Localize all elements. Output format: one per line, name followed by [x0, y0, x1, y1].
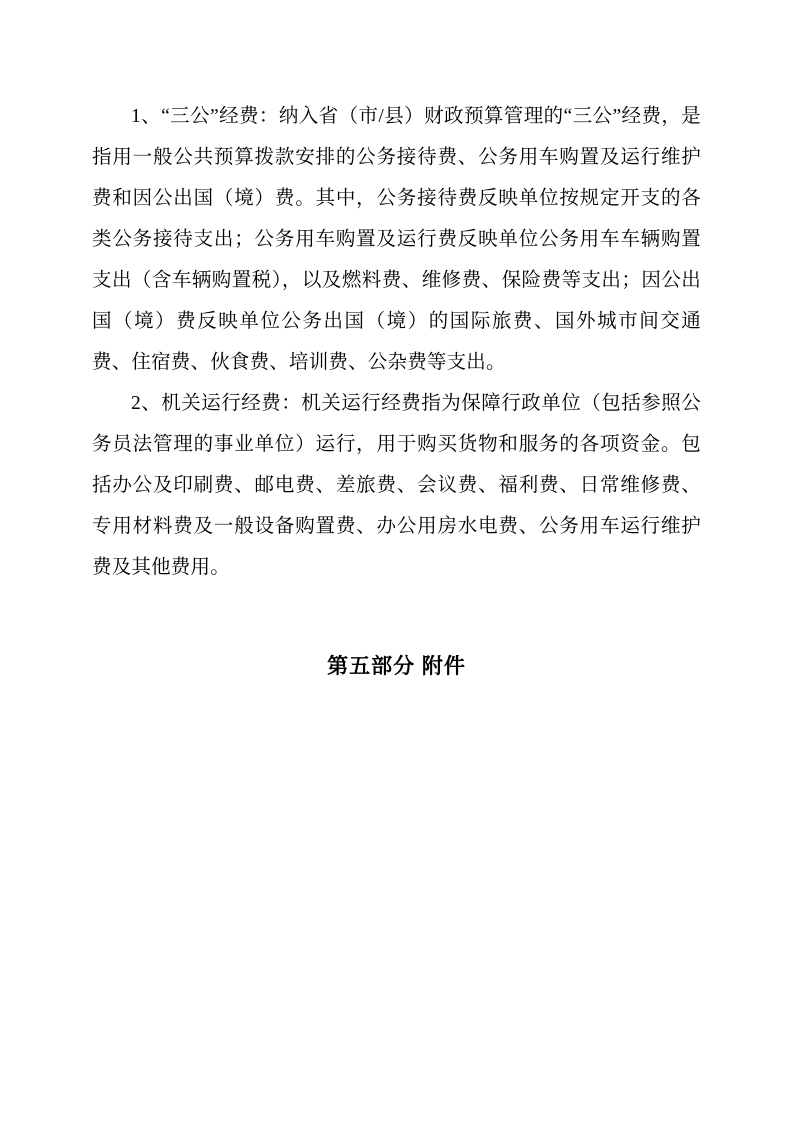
paragraph-three-public-expenses: 1、“三公”经费：纳入省（市/县）财政预算管理的“三公”经费，是指用一般公共预算拨款安排的公务接待费、公务用车购置及运行维护费和因公出国（境）费。其中，公务接待费反映单位按规定开支的各类公务接待支出；公务用车购置及运行费反映单位公务用车车辆购置支出（含车辆购置税），以及燃料费、维修费、保险费等支出；因公出国（境）费反映单位公务出国（境）的国际旅费、国外城市间交通费、住宿费、伙食费、培训费、公杂费等支出。: [92, 106, 701, 373]
paragraph-agency-operating-expenses: 2、机关运行经费：机关运行经费指为保障行政单位（包括参照公务员法管理的事业单位）运行，用于购买货物和服务的各项资金。包括办公及印刷费、邮电费、差旅费、会议费、福利费、日常维修费、专用材料费及一般设备购置费、办公用房水电费、公务用车运行维护费及其他费用。: [92, 393, 701, 578]
document-body: [92, 96, 701, 588]
section-heading-part-five: 第五部分 附件: [327, 655, 466, 678]
